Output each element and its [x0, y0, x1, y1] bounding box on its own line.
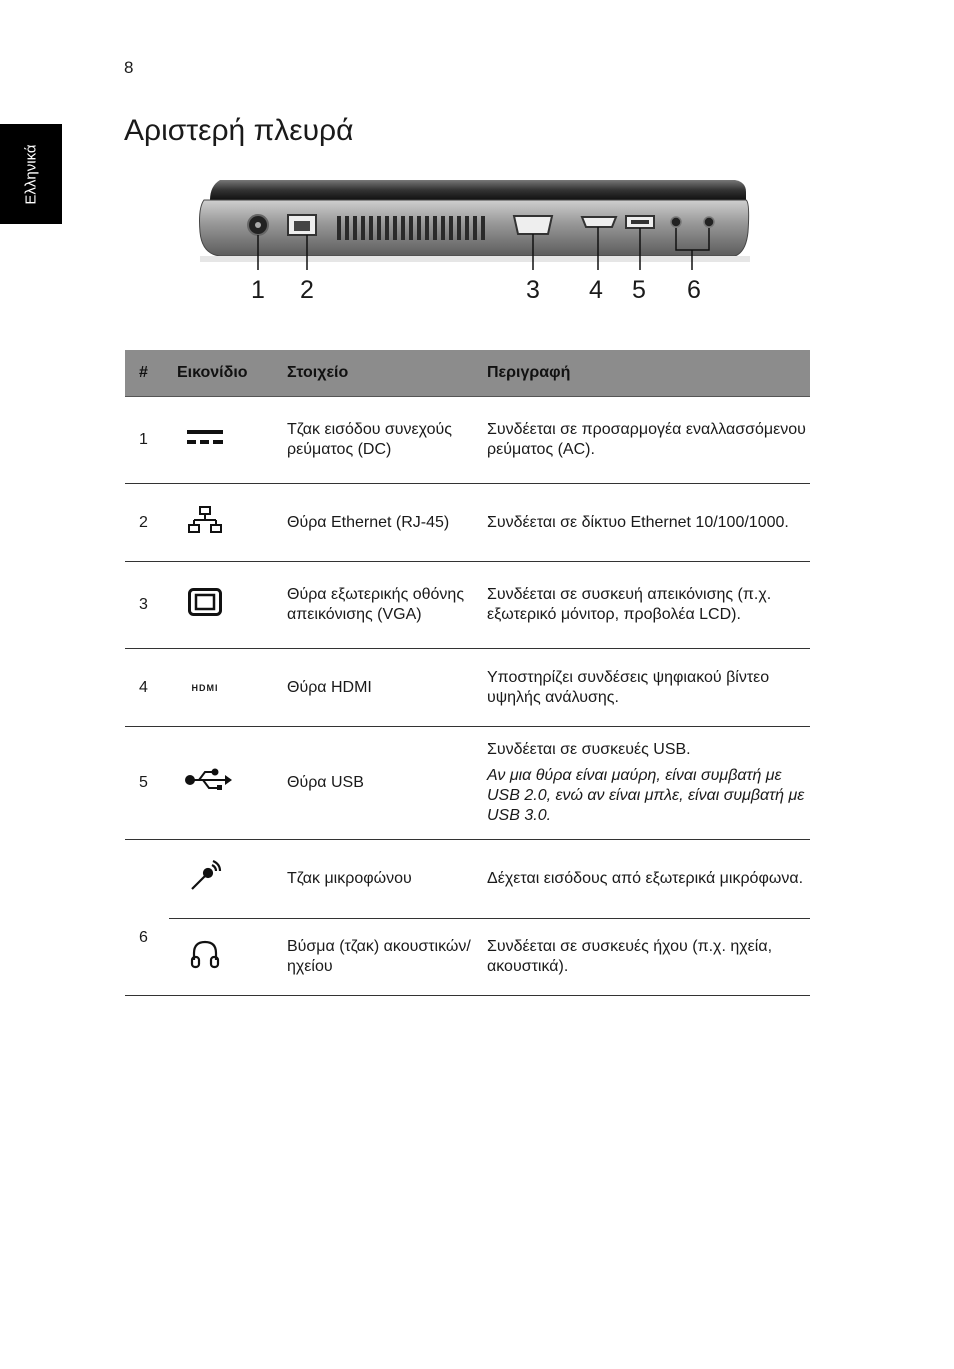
- table-header-row: [125, 350, 810, 397]
- page-title: Αριστερή πλευρά: [124, 114, 354, 147]
- row-item: Βύσμα (τζακ) ακουστικών/ηχείου: [279, 919, 479, 996]
- table-row: [125, 397, 810, 484]
- language-tab-label: Ελληνικά: [22, 143, 40, 205]
- row-number: 2: [125, 484, 169, 562]
- headphones-icon: [185, 938, 225, 976]
- header-description: Περιγραφή: [479, 350, 810, 397]
- dc-in-icon: [185, 428, 225, 452]
- header-icon: Εικονίδιο: [169, 350, 279, 397]
- ethernet-icon: [185, 506, 225, 540]
- header-item: Στοιχείο: [279, 350, 479, 397]
- row-description: Συνδέεται σε συσκευές ήχου (π.χ. ηχεία, ακουστικά).: [479, 919, 810, 996]
- callout-4: 4: [589, 276, 603, 304]
- row-description: Δέχεται εισόδους από εξωτερικά μικρόφωνα.: [479, 840, 810, 919]
- usb-icon: [185, 768, 225, 798]
- table-row: [125, 562, 810, 649]
- row-number: 1: [125, 397, 169, 484]
- laptop-left-side-illustration: [190, 172, 760, 312]
- page-number: 8: [124, 58, 134, 77]
- row-description-note: Αν μια θύρα είναι μαύρη, είναι συμβατή με USB 2.0, ενώ αν είναι μπλε, είναι συμβατή με USB 3.0.: [487, 767, 805, 824]
- row-description: [479, 727, 810, 840]
- table-row: [125, 484, 810, 562]
- table-row: [125, 727, 810, 840]
- ports-table: [125, 350, 810, 996]
- table-row: [125, 840, 810, 919]
- row-item: Θύρα εξωτερικής οθόνης απεικόνισης (VGA): [279, 562, 479, 649]
- callout-2: 2: [300, 276, 314, 304]
- table-row: [125, 649, 810, 727]
- row-description: Συνδέεται σε προσαρμογέα εναλλασσόμενου ρεύματος (AC).: [479, 397, 810, 484]
- row-number: 5: [125, 727, 169, 840]
- row-item: Θύρα HDMI: [279, 649, 479, 727]
- language-tab: [0, 124, 62, 224]
- row-item: Τζακ μικροφώνου: [279, 840, 479, 919]
- row-description: Συνδέεται σε συσκευή απεικόνισης (π.χ. εξωτερικό μόνιτορ, προβολέα LCD).: [479, 562, 810, 649]
- row-number: 6: [125, 840, 169, 996]
- callout-1: 1: [251, 276, 265, 304]
- microphone-icon: [185, 859, 225, 899]
- header-num: #: [125, 350, 169, 397]
- callout-6: 6: [687, 276, 701, 304]
- row-item: Θύρα Ethernet (RJ-45): [279, 484, 479, 562]
- vga-icon: [185, 588, 225, 622]
- row-number: 3: [125, 562, 169, 649]
- table-row: [125, 919, 810, 996]
- row-item: Τζακ εισόδου συνεχούς ρεύματος (DC): [279, 397, 479, 484]
- row-description: Συνδέεται σε δίκτυο Ethernet 10/100/1000.: [479, 484, 810, 562]
- row-item: Θύρα USB: [279, 727, 479, 840]
- row-number: 4: [125, 649, 169, 727]
- row-description-text: Συνδέεται σε συσκευές USB.: [487, 741, 691, 758]
- callout-5: 5: [632, 276, 646, 304]
- row-description: Υποστηρίζει συνδέσεις ψηφιακού βίντεο υψηλής ανάλυσης.: [479, 649, 810, 727]
- hdmi-icon: HDMI: [191, 683, 219, 693]
- callout-3: 3: [526, 276, 540, 304]
